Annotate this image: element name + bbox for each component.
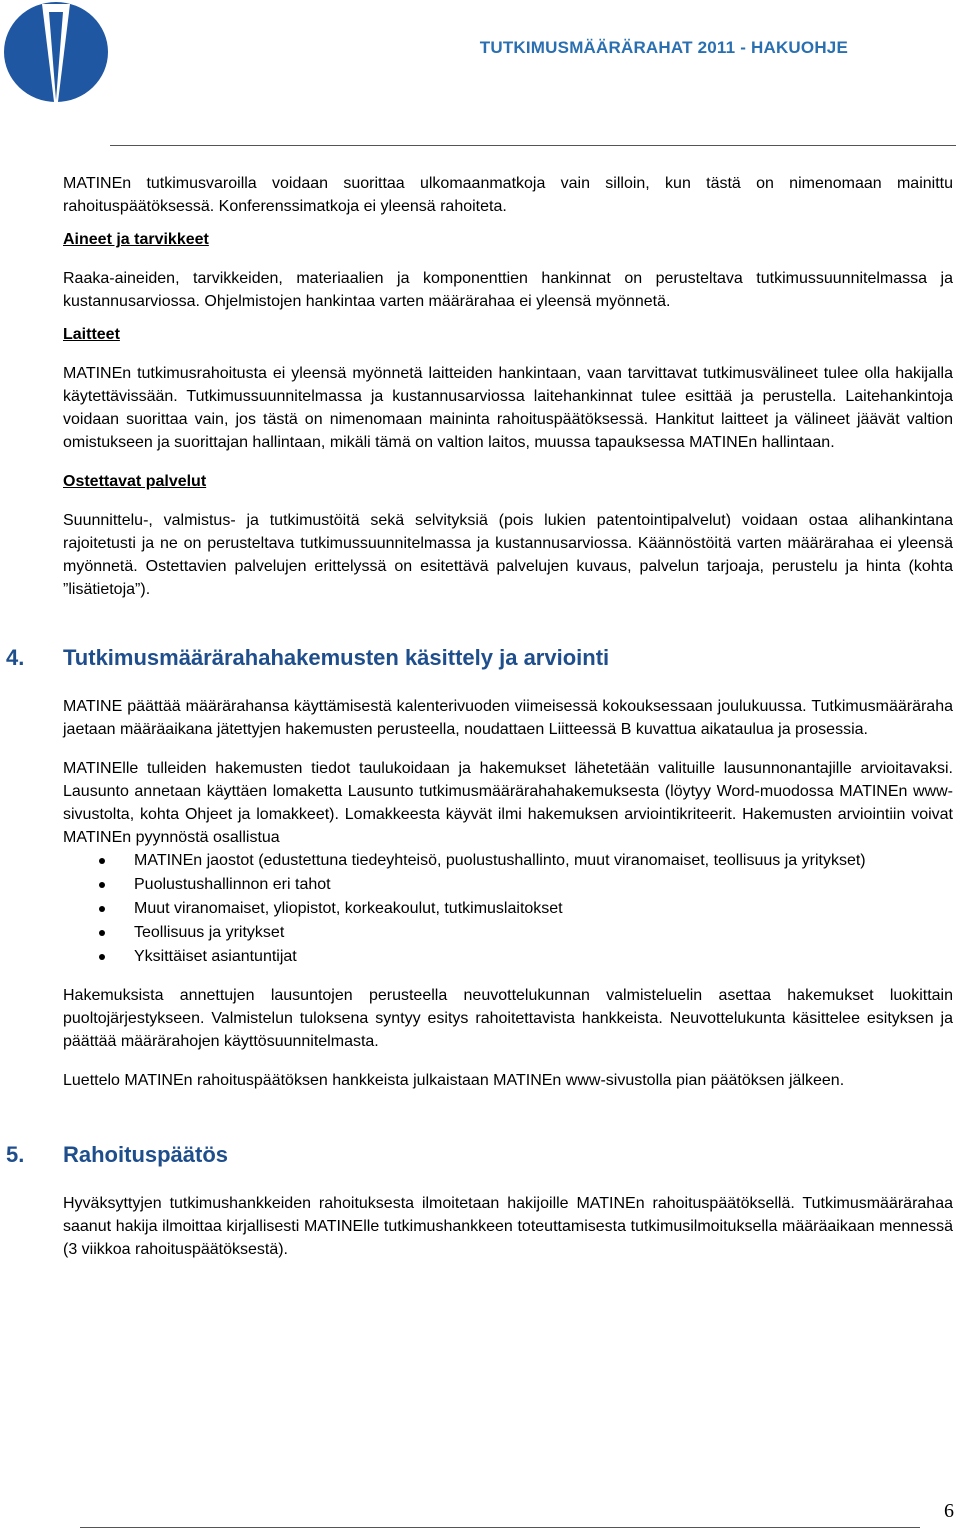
paragraph-services: Suunnittelu-, valmistus- ja tutkimustöitä sekä selvityksiä (pois lukien patentointipalvelut) voidaan ostaa alihankintana rajoitetusti ja ne on perusteltava tutkimussuunnitelmassa ja kustannusarviossa. Käännöstöitä varten määrärahaa ei yleensä myönnetä. Ostettavien palvelujen erittelyssä on esitettävä palvelujen kuvaus, palvelun tarjoaja, perustelu ja hinta (kohta ”lisätietoja”). xyxy=(63,512,953,598)
section-5-title: Rahoituspäätös xyxy=(63,1142,229,1167)
bullet-icon xyxy=(99,858,105,864)
list-item: Puolustushallinnon eri tahot xyxy=(63,873,953,896)
document-body xyxy=(6,172,953,1261)
bullet-icon xyxy=(99,882,105,888)
matine-logo-icon xyxy=(2,0,110,118)
document-title: TUTKIMUSMÄÄRÄRAHAT 2011 - HAKUOHJE xyxy=(479,38,848,57)
paragraph-materials: Raaka-aineiden, tarvikkeiden, materiaalien ja komponenttien hankinnat on perusteltava tutkimussuunnitelmassa ja kustannusarviossa. Ohjelmistojen hankintaa varten määrärahaa ei yleensä myönnetä. xyxy=(63,270,953,310)
footer-divider xyxy=(80,1527,920,1528)
section-4-paragraph-4: Luettelo MATINEn rahoituspäätöksen hankkeista julkaistaan MATINEn www-sivustolla pian päätöksen jälkeen. xyxy=(63,1072,845,1089)
heading-services: Ostettavat palvelut xyxy=(63,473,207,490)
list-item: MATINEn jaostot (edustettuna tiedeyhteisö, puolustushallinto, muut viranomaiset, teollisuus ja yritykset) xyxy=(63,849,953,872)
page-number: 6 xyxy=(944,1500,954,1522)
paragraph-travel: MATINEn tutkimusvaroilla voidaan suorittaa ulkomaanmatkoja vain silloin, kun tästä on nimenomaan mainittu rahoituspäätöksessä. Konferenssimatkoja ei yleensä rahoiteta. xyxy=(63,175,953,215)
header-divider xyxy=(110,145,956,146)
section-4-heading xyxy=(6,645,953,671)
section-4-title: Tutkimusmäärärahahakemusten käsittely ja arviointi xyxy=(63,645,610,670)
section-4-paragraph-1: MATINE päättää määrärahansa käyttämisestä kalenterivuoden viimeisessä kokouksessaan joulukuussa. Tutkimusmääräraha jaetaan määräaikana jätettyjen hakemusten perusteella, noudattaen Liitteessä B kuvattua aikataulua ja prosessia. xyxy=(63,698,953,738)
list-item: Muut viranomaiset, yliopistot, korkeakoulut, tutkimuslaitokset xyxy=(63,897,953,920)
bullet-icon xyxy=(99,906,105,912)
list-item: Teollisuus ja yritykset xyxy=(63,921,953,944)
section-4-number: 4. xyxy=(6,645,25,670)
section-5-heading xyxy=(6,1142,953,1168)
heading-materials: Aineet ja tarvikkeet xyxy=(63,231,209,248)
bullet-icon xyxy=(99,930,105,936)
section-4-paragraph-3: Hakemuksista annettujen lausuntojen perusteella neuvottelukunnan valmisteluelin asettaa hakemukset luokittain puoltojärjestykseen. Valmistelun tuloksena syntyy esitys rahoitettavista hankkeista. Neuvottelukunta käsittelee esityksen ja päättää määrärahojen käyttösuunnitelmasta. xyxy=(63,987,953,1050)
section-5-paragraph-1: Hyväksyttyjen tutkimushankkeiden rahoituksesta ilmoitetaan hakijoille MATINEn rahoituspäätöksellä. Tutkimusmäärärahaa saanut hakija ilmoittaa kirjallisesti MATINElle tutkimushankkeen toteuttamisesta tutkimusilmoituksella määräaikaan mennessä (3 viikkoa rahoituspäätöksestä). xyxy=(63,1195,953,1258)
bullet-icon xyxy=(99,954,105,960)
reviewer-list xyxy=(63,849,953,968)
paragraph-equipment: MATINEn tutkimusrahoitusta ei yleensä myönnetä laitteiden hankintaan, vaan tarvittavat tutkimusvälineet tulee olla hakijalla käytettävissään. Tutkimussuunnitelmassa ja kustannusarviossa laitehankinnat tulee esittää ja perustella. Laitehankintoja voidaan suorittaa vain, jos tästä on nimenomaan maininta rahoituspäätöksessä. Hankitut laitteet ja välineet jäävät valtion omistukseen ja suorittajan hallintaan, mikäli tämä on valtion laitos, muussa tapauksessa MATINEn hallintaan. xyxy=(63,365,953,451)
list-item: Yksittäiset asiantuntijat xyxy=(63,945,953,968)
section-5-number: 5. xyxy=(6,1142,25,1167)
heading-equipment: Laitteet xyxy=(63,326,120,343)
section-4-paragraph-2: MATINElle tulleiden hakemusten tiedot taulukoidaan ja hakemukset lähetetään valituille lausunnonantajille arvioitavaksi. Lausunto annetaan käyttäen lomaketta Lausunto tutkimusmäärärahahakemuksesta (löytyy Word-muodossa MATINEn www-sivustolta, kohta Ohjeet ja lomakkeet). Lomakkeesta käyvät ilmi hakemuksen arviointikriteerit. Hakemusten arviointiin voivat MATINEn pyynnöstä osallistua xyxy=(63,760,953,846)
